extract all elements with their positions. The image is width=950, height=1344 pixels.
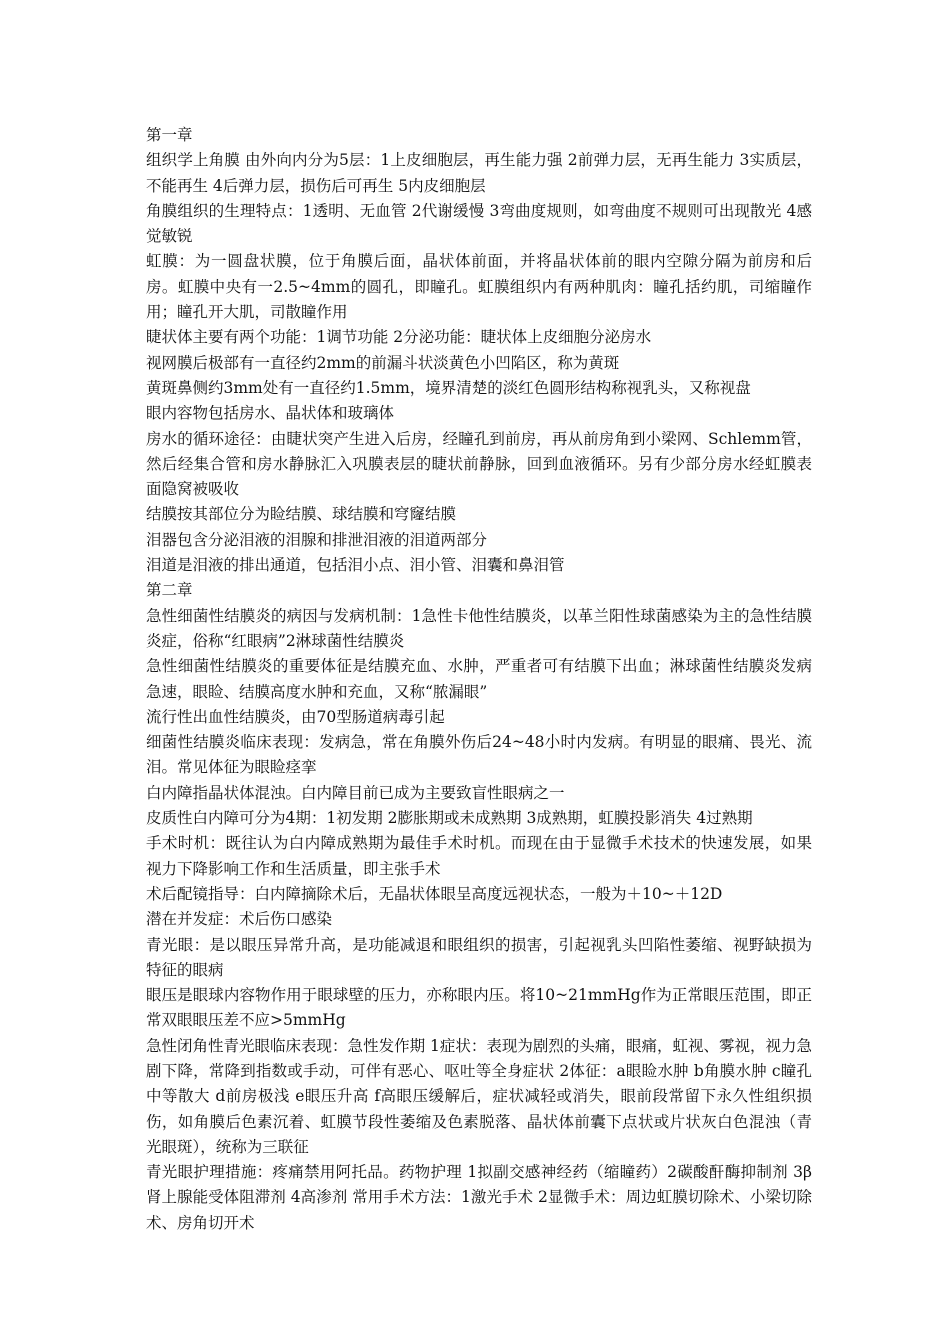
paragraph: 结膜按其部位分为睑结膜、球结膜和穹窿结膜 [146,505,457,524]
paragraph: 流行性出血性结膜炎，由70型肠道病毒引起 [146,707,445,726]
paragraph: 组织学上角膜 由外向内分为5层：1上皮细胞层，再生能力强 2前弹力层，无再生能力 3实质层，不能再生 4后弹力层，损伤后可再生 5内皮细胞层 [146,151,812,195]
paragraph: 角膜组织的生理特点：1透明、无血管 2代谢缓慢 3弯曲度规则，如弯曲度不规则可出现散光 4感觉敏锐 [146,201,812,246]
paragraph: 潜在并发症：术后伤口感染 [146,910,333,929]
paragraph: 眼压是眼球内容物作用于眼球壁的压力，亦称眼内压。将10~21mmHg作为正常眼压范围，即正常双眼眼压差不应>5mmHg [146,986,812,1030]
paragraph: 细菌性结膜炎临床表现：发病急，常在角膜外伤后24~48小时内发病。有明显的眼痛、畏光、流泪。常见体征为眼睑痉挛 [146,733,812,777]
paragraph: 虹膜：为一圆盘状膜，位于角膜后面，晶状体前面，并将晶状体前的眼内空隙分隔为前房和后房。虹膜中央有一2.5~4mm的圆孔，即瞳孔。虹膜组织内有两种肌肉：瞳孔括约肌，司缩瞳作用；瞳孔开大肌，司散瞳作用 [146,252,812,322]
paragraph: 睫状体主要有两个功能：1调节功能 2分泌功能：睫状体上皮细胞分泌房水 [146,328,652,347]
paragraph: 青光眼：是以眼压异常升高，是功能减退和眼组织的损害，引起视乳头凹陷性萎缩、视野缺损为特征的眼病 [146,935,812,979]
paragraph: 急性闭角性青光眼临床表现：急性发作期 1症状：表现为剧烈的头痛，眼痛，虹视、雾视，视力急剧下降，常降到指数或手动，可伴有恶心、呕吐等全身症状 2体征：a眼睑水肿 b角膜水肿 c瞳孔中等散大 d前房极浅 e眼压升高 f高眼压缓解后，症状减轻或消失，眼前段常留下永久性组织损伤，如角膜后色素沉着、虹膜节段性萎缩及色素脱落、晶状体前囊下点状或片状灰白色混浊（青光眼斑），统称为三联征 [146,1036,812,1156]
paragraph: 视网膜后极部有一直径约2mm的前漏斗状淡黄色小凹陷区，称为黄斑 [146,353,620,372]
document-page [146,123,812,1236]
paragraph: 青光眼护理措施：疼痛禁用阿托品。药物护理 1拟副交感神经药（缩瞳药）2碳酸酐酶抑制剂 3β肾上腺能受体阻滞剂 4高渗剂 常用手术方法：1激光手术 2显微手术：周边虹膜切除术、小梁切除术、房角切开术 [146,1163,812,1232]
paragraph: 急性细菌性结膜炎的病因与发病机制：1急性卡他性结膜炎，以革兰阳性球菌感染为主的急性结膜炎症，俗称“红眼病”2淋球菌性结膜炎 [146,606,812,650]
paragraph: 急性细菌性结膜炎的重要体征是结膜充血、水肿，严重者可有结膜下出血；淋球菌性结膜炎发病急速，眼睑、结膜高度水肿和充血，又称“脓漏眼” [146,657,812,701]
chapter-heading: 第二章 [146,581,193,600]
paragraph: 眼内容物包括房水、晶状体和玻璃体 [146,404,395,423]
paragraph: 泪器包含分泌泪液的泪腺和排泄泪液的泪道两部分 [146,530,488,549]
chapter-heading: 第一章 [146,126,193,144]
paragraph: 术后配镜指导：白内障摘除术后，无晶状体眼呈高度远视状态，一般为＋10~＋12D [146,884,723,903]
paragraph: 黄斑鼻侧约3mm处有一直径约1.5mm，境界清楚的淡红色圆形结构称视乳头，又称视盘 [146,378,751,397]
paragraph: 手术时机：既往认为白内障成熟期为最佳手术时机。而现在由于显微手术技术的快速发展，如果视力下降影响工作和生活质量，即主张手术 [146,834,812,878]
paragraph: 房水的循环途径：由睫状突产生进入后房，经瞳孔到前房，再从前房角到小梁网、Schlemm管，然后经集合管和房水静脉汇入巩膜表层的睫状前静脉，回到血液循环。另有少部分房水经虹膜表面隐窝被吸收 [146,429,812,499]
paragraph: 皮质性白内障可分为4期：1初发期 2膨胀期或未成熟期 3成熟期，虹膜投影消失 4过熟期 [146,809,753,828]
paragraph: 泪道是泪液的排出通道，包括泪小点、泪小管、泪囊和鼻泪管 [146,556,565,575]
paragraph: 白内障指晶状体混浊。白内障目前已成为主要致盲性眼病之一 [146,783,565,802]
